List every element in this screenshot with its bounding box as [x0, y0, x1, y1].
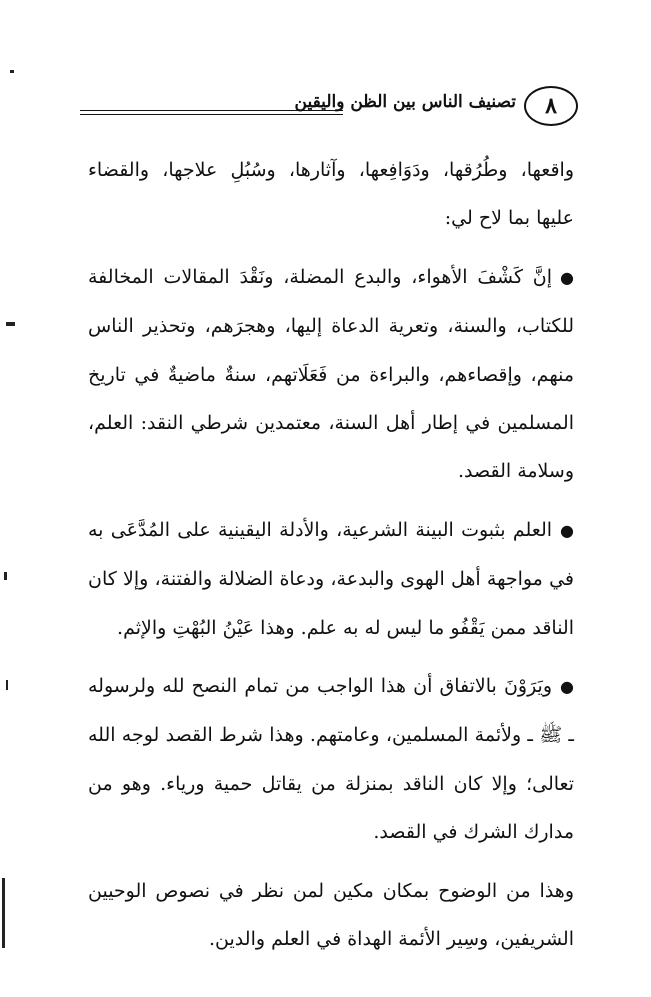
paragraph-bullet-2	[88, 506, 574, 652]
paragraph-closing	[88, 867, 574, 964]
bullet-icon: ●	[560, 520, 574, 540]
paragraph-text: إنَّ كَشْفَ الأهواء، والبدع المضلة، ونَقْدَ المقالات المخالفة للكتاب، والسنة، وتعرية الدعاة إليها، وهجرَهم، وتحذير الناس منهم، وإقصاءهم، والبراءة من فَعَلَاتهم، سنةٌ ماضيةٌ في تاريخ المسلمين في إطار أهل السنة، معتمدين شرطي النقد: العلم، وسلامة القصد.	[88, 265, 574, 483]
scan-speck	[6, 322, 15, 326]
page-number: ٨	[524, 86, 578, 126]
scan-speck	[6, 680, 8, 690]
scan-speck	[4, 572, 7, 580]
scan-edge-mark	[2, 878, 5, 948]
page-body	[88, 146, 574, 964]
page-header	[80, 86, 578, 130]
paragraph-text: العلم بثبوت البينة الشرعية، والأدلة اليقينية على المُدَّعَى به في مواجهة أهل الهوى والبدعة، ودعاة الضلالة والفتنة، وإلا كان الناقد ممن يَقْفُو ما ليس له به علم. وهذا عَيْنُ البُهْتِ والإثم.	[88, 518, 574, 639]
paragraph-text: وهذا من الوضوح بمكان مكين لمن نظر في نصوص الوحيين الشريفين، وسِير الأئمة الهداة في العلم والدين.	[88, 879, 574, 951]
paragraph-bullet-1	[88, 253, 574, 496]
bullet-icon: ●	[560, 267, 574, 287]
paragraph-text: ويَرَوْنَ بالاتفاق أن هذا الواجب من تمام النصح لله ولرسوله ـ ﷺ ـ ولأئمة المسلمين، وعامتهم. وهذا شرط القصد لوجه الله تعالى؛ وإلا كان الناقد بمنزلة من يقاتل حمية ورياء. وهو من مدارك الشرك في القصد.	[88, 675, 574, 844]
paragraph-bullet-3	[88, 662, 574, 857]
paragraph-text: واقعها، وطُرُقها، ودَوَافِعها، وآثارها، وسُبُلِ علاجها، والقضاء عليها بما لاح لي:	[88, 159, 574, 230]
running-title: تصنيف الناس بين الظن واليقين	[294, 92, 516, 112]
header-rule	[80, 110, 343, 115]
paragraph-intro	[88, 146, 574, 243]
scan-speck	[10, 70, 14, 73]
bullet-icon: ●	[560, 677, 574, 697]
